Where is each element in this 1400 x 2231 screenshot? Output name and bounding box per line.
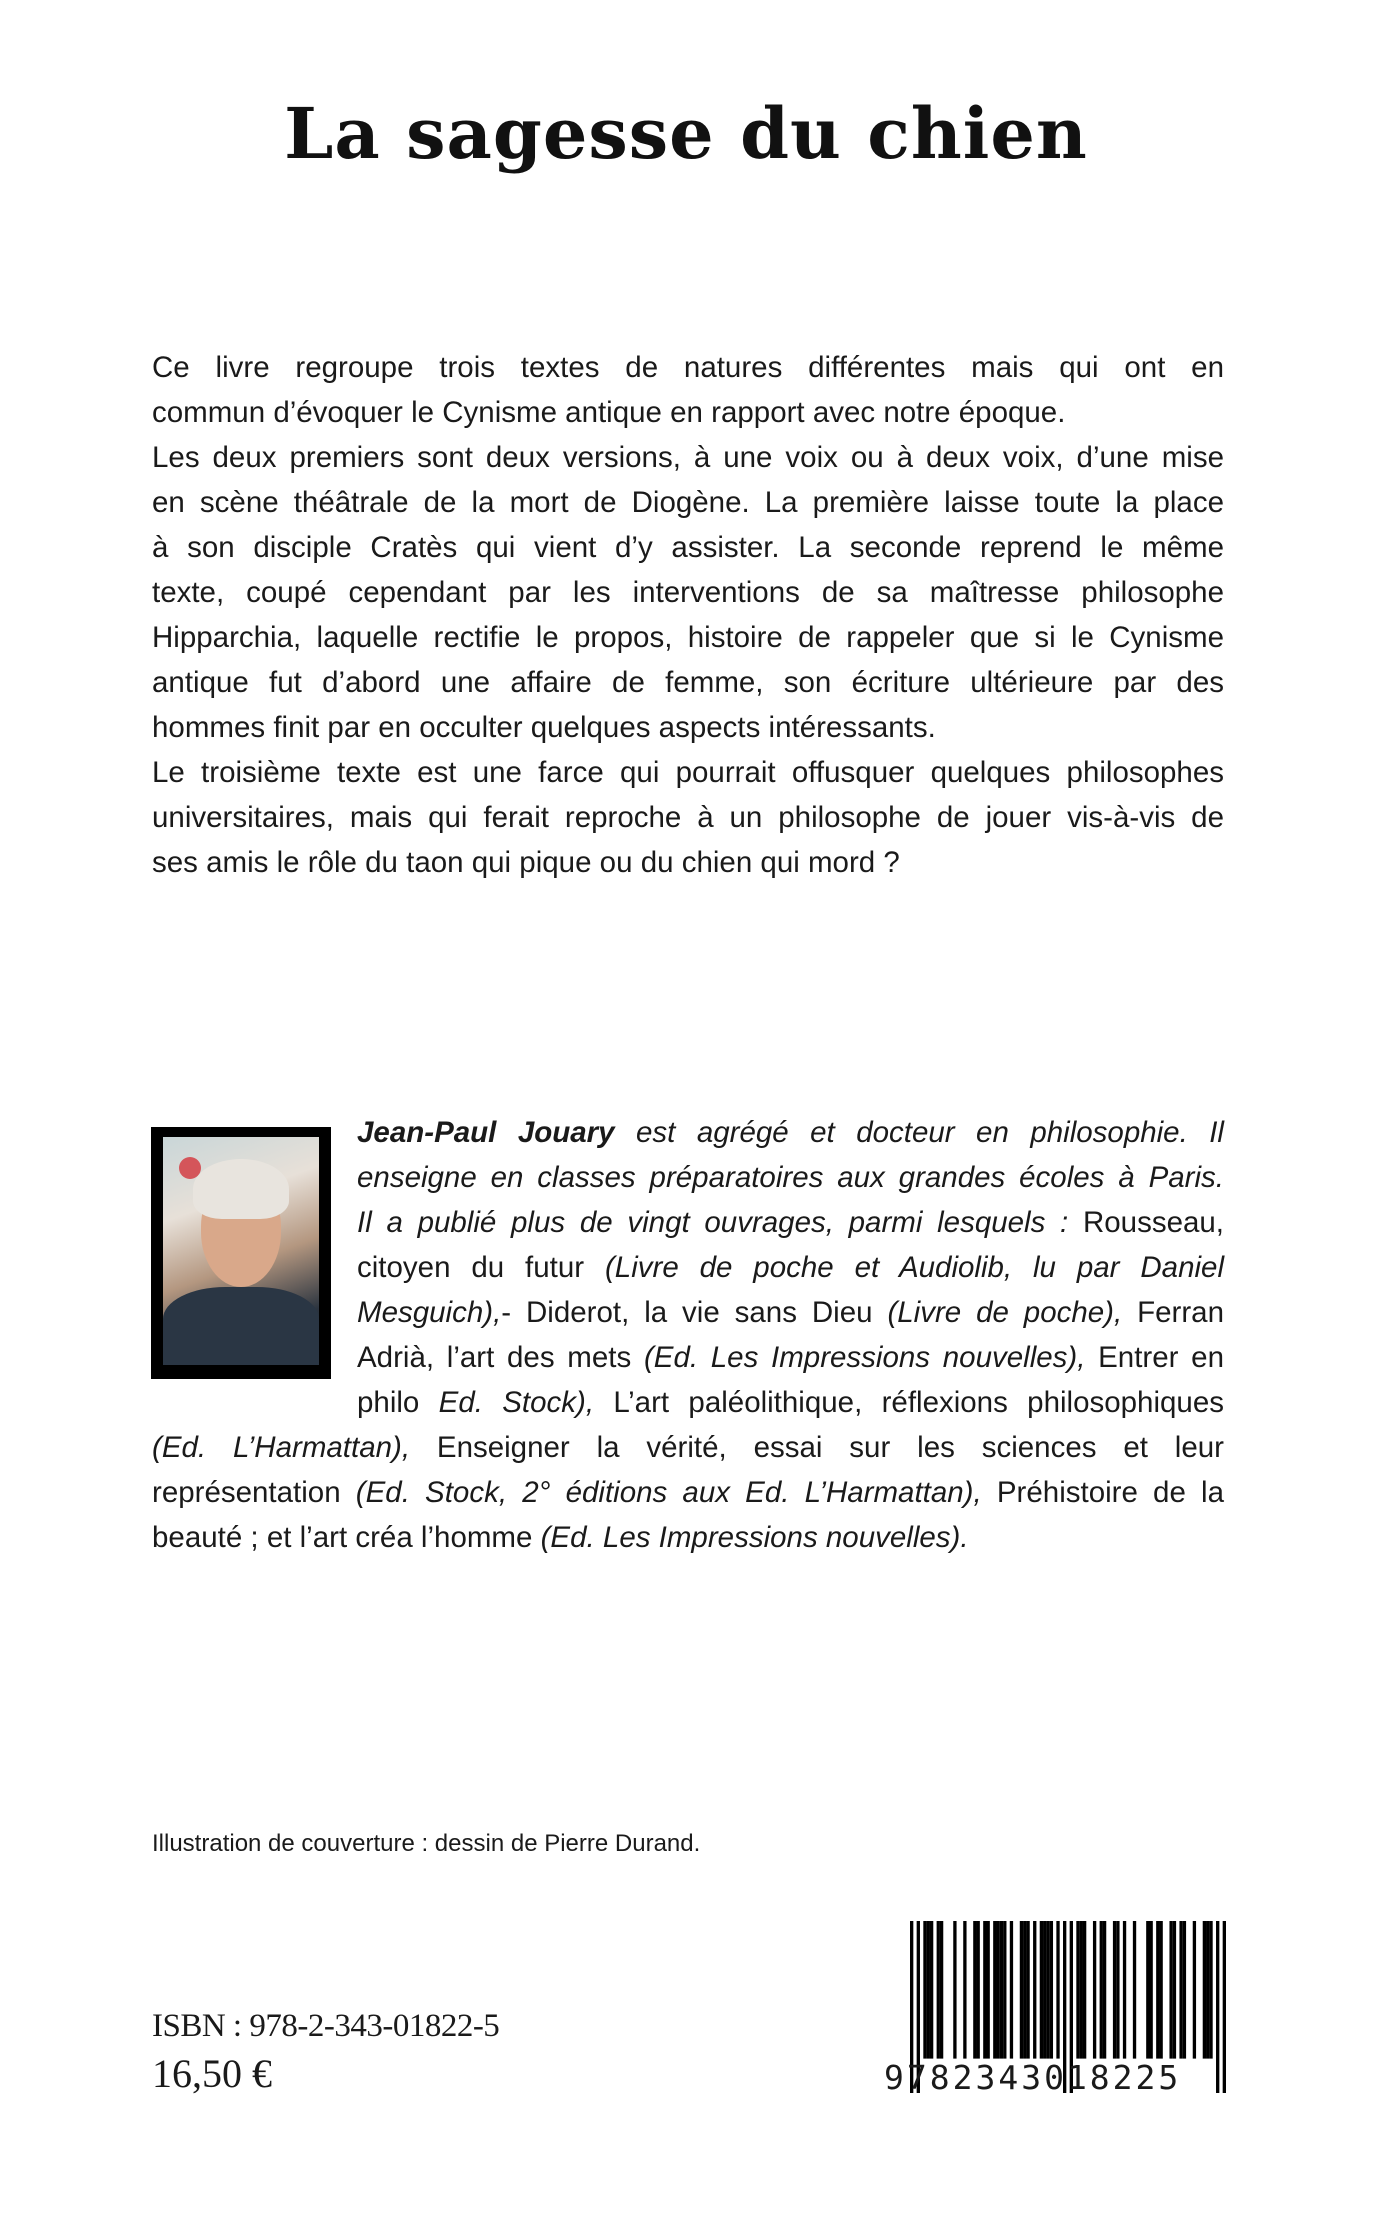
author-bio-line — [357, 1290, 1224, 1335]
bio-text: (Ed. L’Harmattan), — [152, 1431, 411, 1464]
barcode-bar — [1003, 1921, 1006, 2059]
author-bio-line — [152, 1470, 1224, 1515]
bio-text: Entrer en — [1085, 1341, 1224, 1374]
barcode-bar — [1116, 1921, 1119, 2059]
barcode-bar — [1043, 1921, 1046, 2059]
barcode-bar — [1206, 1921, 1209, 2059]
bio-text: Préhistoire de la — [981, 1476, 1224, 1509]
barcode-bar — [1010, 1921, 1013, 2059]
barcode-bar — [1093, 1921, 1096, 2059]
bio-text: (Livre de poche et Audiolib, lu par Daniel — [604, 1251, 1224, 1284]
author-bio-line — [357, 1245, 1224, 1290]
barcode-bar — [1000, 1921, 1003, 2059]
bio-text: représentation — [152, 1476, 356, 1509]
barcode-bar — [930, 1921, 933, 2059]
barcode-bar — [1146, 1921, 1149, 2059]
barcode-bar — [1123, 1921, 1126, 2059]
barcode-bar — [1026, 1921, 1029, 2059]
blurb-line: Ce livre regroupe trois textes de natures différentes mais qui ont en — [152, 351, 1224, 384]
barcode-bar — [1169, 1921, 1172, 2059]
barcode-bar — [1020, 1921, 1023, 2059]
blurb-line: antique fut d’abord une affaire de femme, son écriture ultérieure par des — [152, 666, 1224, 699]
author-bio-line — [357, 1155, 1224, 1200]
book-blurb — [152, 345, 1224, 885]
barcode-bar — [927, 1921, 930, 2059]
barcode-bar — [1103, 1921, 1106, 2059]
blurb-line: ses amis le rôle du taon qui pique ou du chien qui mord ? — [152, 846, 900, 879]
barcode-bar — [1083, 1921, 1086, 2059]
author-name: Jean-Paul Jouary — [357, 1116, 615, 1149]
barcode-digits: 9782343018225 — [884, 2058, 1182, 2097]
barcode-bar — [937, 1921, 940, 2059]
barcode-bar — [1056, 1921, 1059, 2059]
barcode-bar — [983, 1921, 986, 2059]
barcode-bar — [973, 1921, 976, 2059]
barcode-bar — [1040, 1921, 1043, 2059]
barcode-bar — [993, 1921, 996, 2059]
bio-text: philo — [357, 1386, 439, 1419]
bio-text: citoyen du futur — [357, 1251, 605, 1284]
barcode-bar — [953, 1921, 956, 2059]
barcode-bar — [1113, 1921, 1116, 2059]
barcode-bar — [987, 1921, 990, 2059]
barcode-bar — [1023, 1921, 1026, 2059]
barcode-bar — [1173, 1921, 1176, 2059]
author-bio — [152, 1110, 1224, 1560]
barcode-bar — [1183, 1921, 1186, 2059]
barcode-bar — [1050, 1921, 1053, 2059]
book-title: La sagesse du chien — [284, 92, 1088, 175]
barcode-bar — [977, 1921, 980, 2059]
bio-text: Enseigner la vérité, essai sur les sciences et leur — [410, 1431, 1224, 1464]
bio-text: Ed. Stock), — [438, 1386, 595, 1419]
blurb-line: hommes finit par en occulter quelques aspects intéressants. — [152, 711, 936, 744]
bio-text: beauté ; et l’art créa l’homme — [152, 1521, 541, 1554]
bio-text: Rousseau, — [1082, 1206, 1224, 1239]
author-bio-line — [357, 1110, 1224, 1155]
blurb-line: Le troisième texte est une farce qui pourrait offusquer quelques philosophes — [152, 756, 1224, 789]
bio-text: L’art paléolithique, réflexions philosophiques — [594, 1386, 1224, 1419]
author-bio-line — [152, 1515, 1224, 1560]
blurb-line: universitaires, mais qui ferait reproche à un philosophe de jouer vis-à-vis de — [152, 801, 1224, 834]
barcode-bar — [1203, 1921, 1206, 2059]
bio-text: (Ed. Stock, 2° éditions aux Ed. L’Harmattan), — [355, 1476, 982, 1509]
barcode-bar — [1133, 1921, 1136, 2059]
blurb-line: texte, coupé cependant par les interventions de sa maîtresse philosophe — [152, 576, 1224, 609]
barcode-bar — [923, 1921, 926, 2059]
bio-text: Il a publié plus de vingt ouvrages, parmi lesquels : — [357, 1206, 1083, 1239]
bio-text: (Livre de poche), — [887, 1296, 1123, 1329]
barcode-bar — [1046, 1921, 1049, 2059]
barcode-bar — [1080, 1921, 1083, 2059]
bio-text: - Diderot, la vie sans Dieu — [501, 1296, 888, 1329]
bio-text: enseigne en classes préparatoires aux grandes écoles à Paris. — [357, 1161, 1224, 1194]
price: 16,50 € — [152, 2051, 272, 2096]
barcode-bar — [1156, 1921, 1159, 2059]
blurb-line: Hipparchia, laquelle rectifie le propos, histoire de rappeler que si le Cynisme — [152, 621, 1224, 654]
barcode-bar — [1033, 1921, 1036, 2059]
bio-text: Adrià, l’art des mets — [357, 1341, 644, 1374]
author-bio-line — [357, 1200, 1224, 1245]
barcode-bar — [1193, 1921, 1196, 2059]
barcode-bar — [1100, 1921, 1103, 2059]
barcode-bar — [1149, 1921, 1152, 2059]
blurb-line: à son disciple Cratès qui vient d’y assister. La seconde reprend le même — [152, 531, 1224, 564]
barcode-bar — [1159, 1921, 1162, 2059]
illustration-credit: Illustration de couverture : dessin de Pierre Durand. — [152, 1830, 701, 1857]
bio-text: est agrégé et docteur en philosophie. Il — [614, 1116, 1224, 1149]
barcode-bar — [1179, 1921, 1182, 2059]
author-bio-line — [152, 1425, 1224, 1470]
barcode-bar — [1076, 1921, 1079, 2059]
bio-text: Ferran — [1122, 1296, 1224, 1329]
author-bio-line — [357, 1335, 1224, 1380]
barcode-bar — [940, 1921, 943, 2059]
author-bio-line — [357, 1380, 1224, 1425]
bio-text: (Ed. Les Impressions nouvelles). — [540, 1521, 969, 1554]
barcode-bar — [963, 1921, 966, 2059]
blurb-line: Les deux premiers sont deux versions, à une voix ou à deux voix, d’une mise — [152, 441, 1224, 474]
blurb-line: en scène théâtrale de la mort de Diogène. La première laisse toute la place — [152, 486, 1224, 519]
barcode-bar — [996, 1921, 999, 2059]
bio-text: (Ed. Les Impressions nouvelles), — [643, 1341, 1086, 1374]
bio-text: Mesguich), — [357, 1296, 502, 1329]
isbn: ISBN : 978-2-343-01822-5 — [152, 2008, 500, 2044]
blurb-line: commun d’évoquer le Cynisme antique en rapport avec notre époque. — [152, 396, 1066, 429]
barcode-bar — [1209, 1921, 1212, 2059]
